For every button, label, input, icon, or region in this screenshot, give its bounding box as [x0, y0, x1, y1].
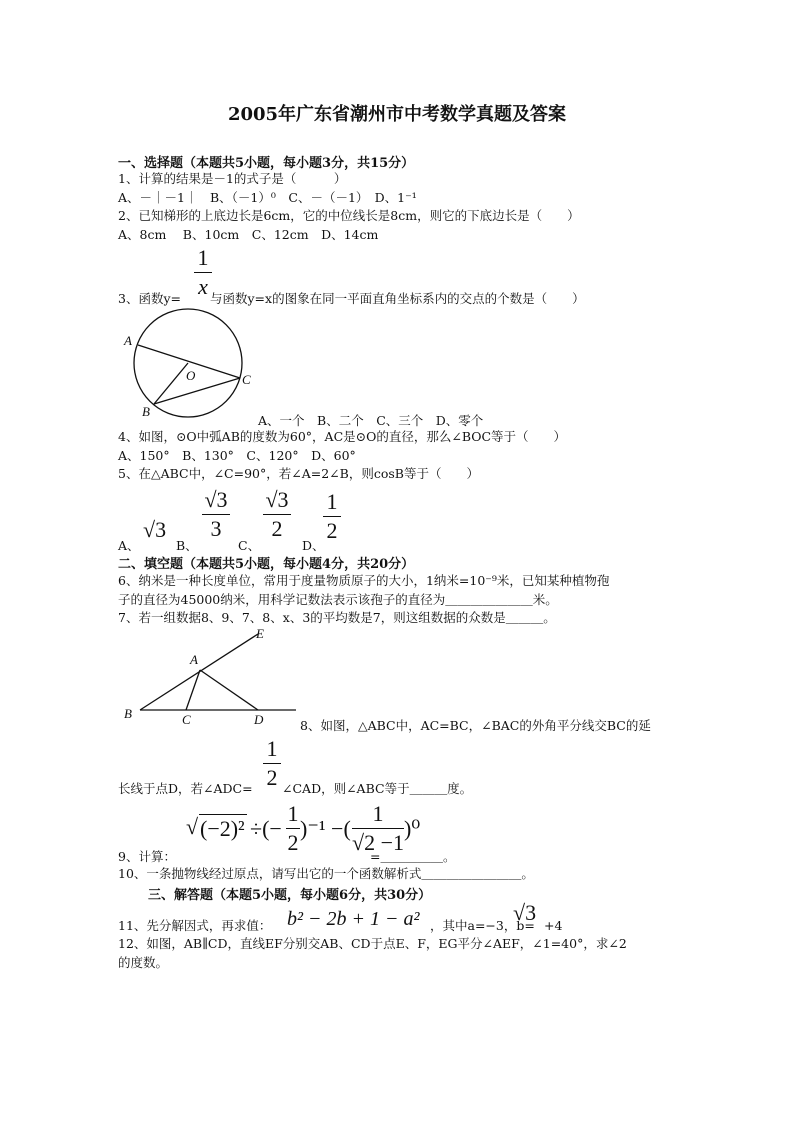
question-11-expression: b² − 2b + 1 − a² [287, 908, 420, 930]
question-3-text: 与函数y=x的图象在同一平面直角坐标系内的交点的个数是（ ） [210, 291, 585, 306]
question-12-line-2: 的度数。 [118, 955, 169, 970]
question-2: 2、已知梯形的上底边长是6cm，它的中位线长是8cm，则它的下底边长是（ ） [118, 208, 580, 223]
question-9: 9、计算： [118, 849, 176, 864]
question-8-fraction: 1 2 [263, 737, 281, 790]
option-a-label: A、 [118, 538, 140, 553]
question-11-tail: +4 [544, 918, 563, 933]
point-c-label: C [242, 372, 251, 387]
point-e-label: E [256, 626, 264, 641]
question-1: 1、计算的结果是－1的式子是（ ） [118, 171, 347, 186]
option-c-label: C、 [238, 538, 261, 553]
page-title: 2005年广东省潮州市中考数学真题及答案 [227, 104, 567, 125]
option-b-label: B、 [176, 538, 198, 553]
question-4: 4、如图，⊙O中弧AB的度数为60°，AC是⊙O的直径，那么∠BOC等于（ ） [118, 429, 567, 444]
option-a-value: √3 [143, 517, 167, 542]
section-heading-fill: 二、填空题（本题共5小题，每小题4分，共20分） [118, 557, 415, 572]
option-c-fraction: √3 2 [263, 488, 291, 541]
question-4-options: A、150° B、130° C、120° D、60° [118, 448, 356, 463]
option-b-fraction: √3 3 [202, 488, 230, 541]
point-b-label: B [142, 404, 150, 419]
point-a-label: A [124, 333, 132, 348]
triangle-figure [118, 626, 300, 726]
question-3-options: A、一个 B、二个 C、三个 D、零个 [258, 413, 484, 428]
point-c2-label: C [182, 712, 191, 726]
question-8-line-1: 8、如图，△ABC中，AC=BC，∠BAC的外角平分线交BC的延 [300, 718, 651, 733]
option-d-label: D、 [302, 538, 325, 553]
question-3-prefix: 3、函数y= [118, 291, 181, 306]
question-7: 7、若一组数据8、9、7、8、x、3的平均数是7，则这组数据的众数是＿＿＿。 [118, 610, 556, 625]
question-10: 10、一条抛物线经过原点，请写出它的一个函数解析式＿＿＿＿＿＿＿＿。 [118, 866, 534, 881]
question-6-line-2: 子的直径为45000纳米，用科学记数法表示该孢子的直径为＿＿＿＿＿＿＿米。 [118, 592, 558, 607]
section-heading-solve: 三、解答题（本题5小题，每小题6分，共30分） [148, 888, 432, 903]
question-11-sqrt: √3 [513, 900, 537, 925]
point-o-label: O [186, 368, 196, 383]
question-11-prefix: 11、先分解因式，再求值： [118, 918, 272, 933]
question-8-line-2-end: ∠CAD，则∠ABC等于＿＿＿度。 [282, 781, 473, 796]
point-b2-label: B [124, 706, 132, 721]
section-heading-choice: 一、选择题（本题共5小题，每小题3分，共15分） [118, 156, 415, 171]
question-6-line-1: 6、纳米是一种长度单位，常用于度量物质原子的大小，1纳米=10⁻⁹米，已知某种植物孢 [118, 573, 610, 588]
point-d2-label: D [254, 712, 264, 726]
question-12-line-1: 12、如图，AB∥CD，直线EF分别交AB、CD于点E、F，EG平分∠AEF，∠1=40°，求∠2 [118, 936, 627, 951]
question-1-options: A、－｜－1｜ B、（－1）⁰ C、－（－1） D、1⁻¹ [118, 190, 417, 205]
circle-figure [118, 308, 258, 420]
point-a2-label: A [190, 652, 198, 667]
question-11-values: ，其中a=−3，b= [430, 918, 535, 933]
question-2-options: A、8cm B、10cm C、12cm D、14cm [118, 227, 379, 242]
question-8-line-2: 长线于点D，若∠ADC= [118, 781, 253, 796]
question-3-fraction: 1 x [194, 246, 212, 299]
question-9-blank: =＿＿＿＿＿。 [370, 849, 456, 864]
option-d-fraction: 1 2 [323, 490, 341, 543]
question-5: 5、在△ABC中，∠C=90°，若∠A=2∠B，则cosB等于（ ） [118, 466, 479, 481]
